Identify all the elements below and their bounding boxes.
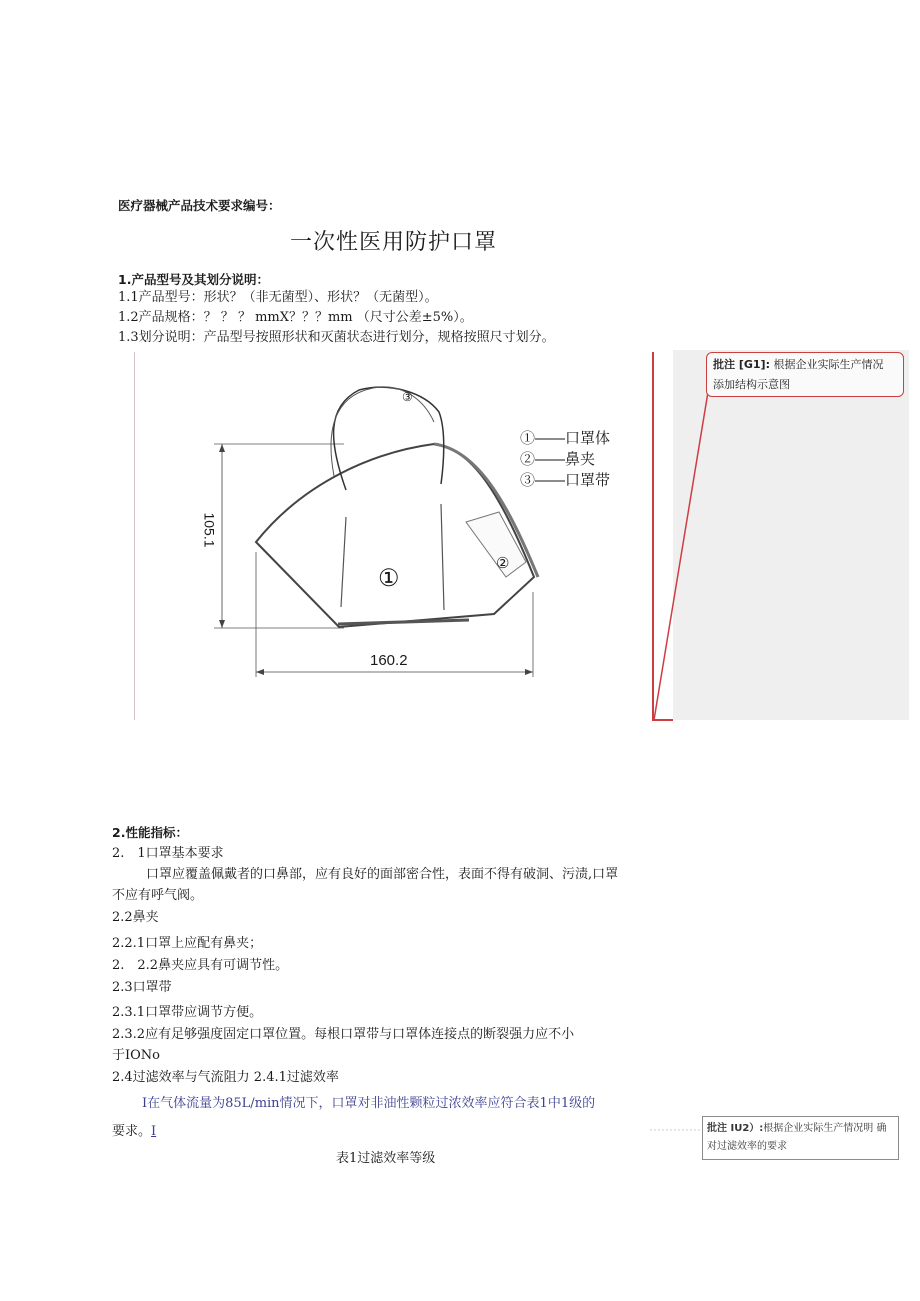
paragraph: 2. 2.2鼻夹应具有可调节性。 bbox=[112, 958, 289, 973]
callout-nose-clip: ② bbox=[496, 554, 510, 572]
comment-balloon-2[interactable] bbox=[702, 1116, 899, 1160]
revised-paragraph: I在气体流量为85L/min情况下，口罩对非油性颗粒过浓效率应符合表1中1级的 bbox=[142, 1096, 596, 1111]
subheading: 2.4过滤效率与气流阻力 2.4.1过滤效率 bbox=[112, 1070, 339, 1085]
dimension-width-label: 160.2 bbox=[370, 652, 408, 669]
paragraph: 1.3划分说明：产品型号按照形状和灭菌状态进行划分，规格按照尺寸划分。 bbox=[118, 330, 555, 345]
comment-tag: 批注 IU2）: bbox=[707, 1123, 764, 1134]
comment-anchor-line bbox=[652, 719, 673, 721]
paragraph: 口罩应覆盖佩戴者的口鼻部，应有良好的面部密合性，表面不得有破洞、污渍,口罩 bbox=[146, 867, 619, 882]
paragraph: 于IONo bbox=[112, 1048, 160, 1063]
comment-text: 添加结构示意图 bbox=[713, 378, 790, 391]
paragraph: 2.2.1口罩上应配有鼻夹； bbox=[112, 936, 263, 951]
comment-tag: 批注 [G1]: bbox=[713, 358, 770, 371]
figure-legend bbox=[520, 428, 610, 491]
paragraph: 1.1产品型号：形状？（非无菌型）、形状？（无菌型）。 bbox=[118, 290, 438, 305]
document-code-label: 医疗器械产品技术要求编号： bbox=[118, 198, 281, 213]
comment-text: 对过滤效率的要求 bbox=[707, 1141, 787, 1152]
comment-anchor-line bbox=[652, 352, 654, 720]
comment-connector bbox=[652, 390, 712, 725]
callout-strap: ③ bbox=[402, 390, 413, 404]
subheading: 2.3口罩带 bbox=[112, 980, 172, 995]
paragraph-text: 要求。 bbox=[112, 1124, 152, 1139]
paragraph: 1.2产品规格：？ ？ ？ mmX？？？mm （尺寸公差±5%）。 bbox=[118, 310, 473, 325]
legend-item: ①——口罩体 bbox=[520, 430, 611, 447]
comment-balloon-1[interactable] bbox=[706, 352, 904, 397]
revision-marker: I bbox=[151, 1124, 157, 1139]
paragraph: 2.3.1口罩带应调节方便。 bbox=[112, 1005, 263, 1020]
comment-connector bbox=[650, 1128, 704, 1132]
paragraph bbox=[112, 1123, 156, 1141]
section-1-heading: 1.产品型号及其划分说明： bbox=[118, 272, 269, 287]
paragraph: 不应有呼气阀。 bbox=[112, 888, 204, 903]
comment-text: 根据企业实际生产情况明 确 bbox=[763, 1123, 887, 1134]
mask-structure-figure bbox=[134, 352, 652, 720]
figure-left-border bbox=[134, 352, 135, 720]
table-caption: 表1过滤效率等级 bbox=[336, 1151, 436, 1166]
document-title: 一次性医用防护口罩 bbox=[290, 230, 498, 255]
legend-item: ②——鼻夹 bbox=[520, 451, 596, 468]
section-2-heading: 2.性能指标： bbox=[112, 825, 188, 840]
subheading: 2.2鼻夹 bbox=[112, 910, 159, 925]
callout-mask-body: ① bbox=[378, 564, 400, 592]
legend-item: ③——口罩带 bbox=[520, 472, 611, 489]
paragraph: 2.3.2应有足够强度固定口罩位置。每根口罩带与口罩体连接点的断裂强力应不小 bbox=[112, 1027, 575, 1042]
comment-text: 根据企业实际生产情况 bbox=[773, 358, 884, 371]
subheading: 2. 1口罩基本要求 bbox=[112, 846, 224, 861]
dimension-height-label: 105.1 bbox=[201, 512, 218, 548]
